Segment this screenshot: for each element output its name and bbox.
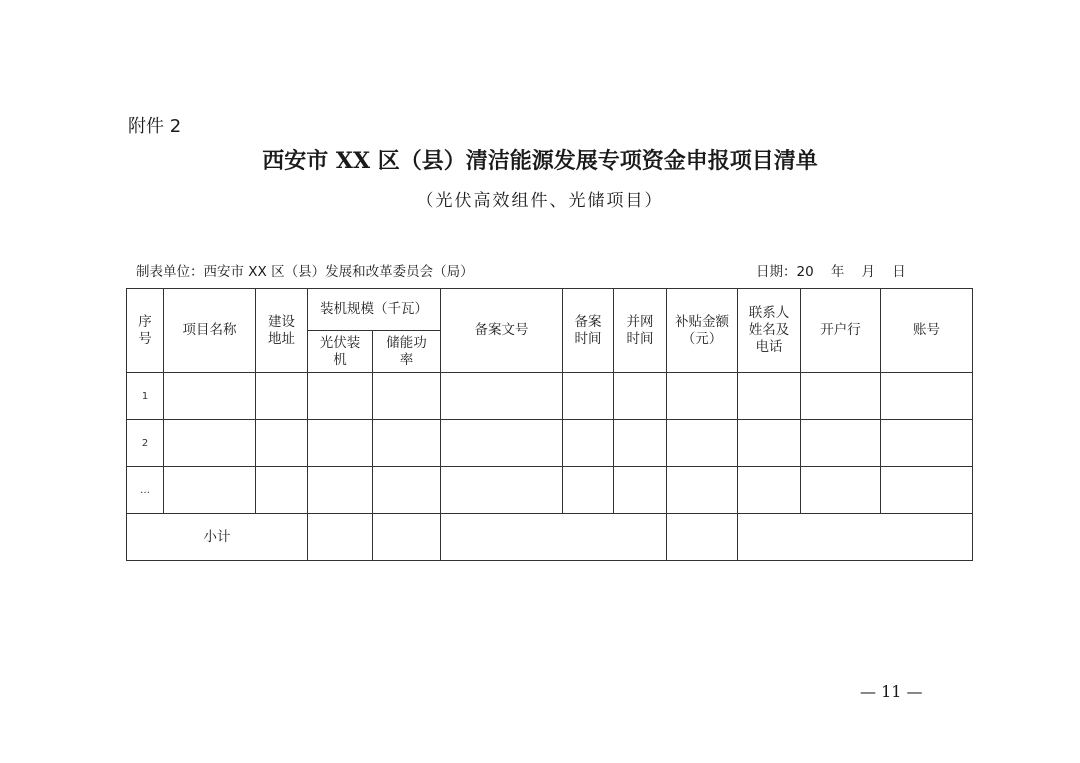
- subtotal-row: [127, 514, 973, 561]
- project-list-table: [126, 288, 973, 561]
- header-seq: [127, 289, 164, 373]
- header-address: [256, 289, 308, 373]
- document-title: 西安市 XX 区（县）清洁能源发展专项资金申报项目清单: [262, 148, 818, 174]
- cell-filing-no[interactable]: [441, 467, 563, 514]
- header-account: 账号: [881, 289, 973, 373]
- header-storage-power: [373, 331, 441, 373]
- cell-storage-power[interactable]: [373, 373, 441, 420]
- header-filing-time: [563, 289, 614, 373]
- header-bank: 开户行: [801, 289, 881, 373]
- header-contact-label: 联系人姓名及电话: [748, 305, 790, 355]
- cell-grid-time[interactable]: [614, 467, 667, 514]
- cell-subsidy[interactable]: [667, 373, 738, 420]
- header-project-name: 项目名称: [164, 289, 256, 373]
- header-subsidy: [667, 289, 738, 373]
- date-day: 日: [892, 264, 906, 280]
- subtotal-label: 小计: [127, 514, 308, 561]
- row-seq: 1: [127, 373, 164, 420]
- header-grid-time: [614, 289, 667, 373]
- row-seq: …: [127, 467, 164, 514]
- cell-grid-time[interactable]: [614, 373, 667, 420]
- cell-project-name[interactable]: [164, 420, 256, 467]
- table-row: [127, 467, 973, 514]
- table-row: [127, 373, 973, 420]
- document-subtitle: （光伏高效组件、光储项目）: [416, 191, 664, 211]
- header-filing-time-label: 备案时间: [574, 313, 602, 347]
- cell-filing-time[interactable]: [563, 420, 614, 467]
- cell-account[interactable]: [881, 373, 973, 420]
- subtotal-storage-power[interactable]: [373, 514, 441, 561]
- cell-filing-time[interactable]: [563, 373, 614, 420]
- cell-contact[interactable]: [738, 373, 801, 420]
- cell-contact[interactable]: [738, 467, 801, 514]
- subtotal-blank: [441, 514, 667, 561]
- header-storage-power-label: 储能功率: [386, 334, 427, 368]
- header-pv-capacity: [308, 331, 373, 373]
- subtotal-pv-capacity[interactable]: [308, 514, 373, 561]
- header-seq-label: 序号: [138, 313, 152, 347]
- cell-project-name[interactable]: [164, 373, 256, 420]
- cell-bank[interactable]: [801, 373, 881, 420]
- cell-grid-time[interactable]: [614, 420, 667, 467]
- header-pv-capacity-label: 光伏装机: [319, 334, 361, 368]
- cell-account[interactable]: [881, 467, 973, 514]
- cell-address[interactable]: [256, 467, 308, 514]
- header-grid-time-label: 并网时间: [626, 313, 654, 347]
- cell-bank[interactable]: [801, 420, 881, 467]
- cell-storage-power[interactable]: [373, 420, 441, 467]
- date-year-unit: 年: [830, 264, 845, 280]
- cell-pv-capacity[interactable]: [308, 420, 373, 467]
- preparing-unit: 制表单位：西安市 XX 区（县）发展和改革委员会（局）: [136, 264, 474, 280]
- table-row: [127, 420, 973, 467]
- cell-pv-capacity[interactable]: [308, 467, 373, 514]
- cell-address[interactable]: [256, 420, 308, 467]
- date-line: [756, 260, 906, 280]
- cell-storage-power[interactable]: [373, 467, 441, 514]
- cell-subsidy[interactable]: [667, 467, 738, 514]
- subtotal-subsidy[interactable]: [667, 514, 738, 561]
- page-number: — 11 —: [860, 682, 923, 701]
- row-seq: 2: [127, 420, 164, 467]
- cell-pv-capacity[interactable]: [308, 373, 373, 420]
- cell-contact[interactable]: [738, 420, 801, 467]
- header-capacity-group: 装机规模（千瓦）: [308, 289, 441, 331]
- header-contact: [738, 289, 801, 373]
- cell-project-name[interactable]: [164, 467, 256, 514]
- header-filing-no: 备案文号: [441, 289, 563, 373]
- attachment-label: 附件 2: [128, 116, 182, 137]
- date-year: 20: [796, 264, 814, 280]
- header-subsidy-label: 补贴金额（元）: [674, 313, 729, 347]
- cell-account[interactable]: [881, 420, 973, 467]
- cell-filing-no[interactable]: [441, 373, 563, 420]
- cell-subsidy[interactable]: [667, 420, 738, 467]
- header-address-label: 建设地址: [268, 313, 295, 347]
- date-month: 月: [861, 264, 876, 280]
- cell-filing-time[interactable]: [563, 467, 614, 514]
- date-label: 日期：: [756, 264, 797, 280]
- cell-filing-no[interactable]: [441, 420, 563, 467]
- cell-address[interactable]: [256, 373, 308, 420]
- cell-bank[interactable]: [801, 467, 881, 514]
- subtotal-blank-right: [738, 514, 973, 561]
